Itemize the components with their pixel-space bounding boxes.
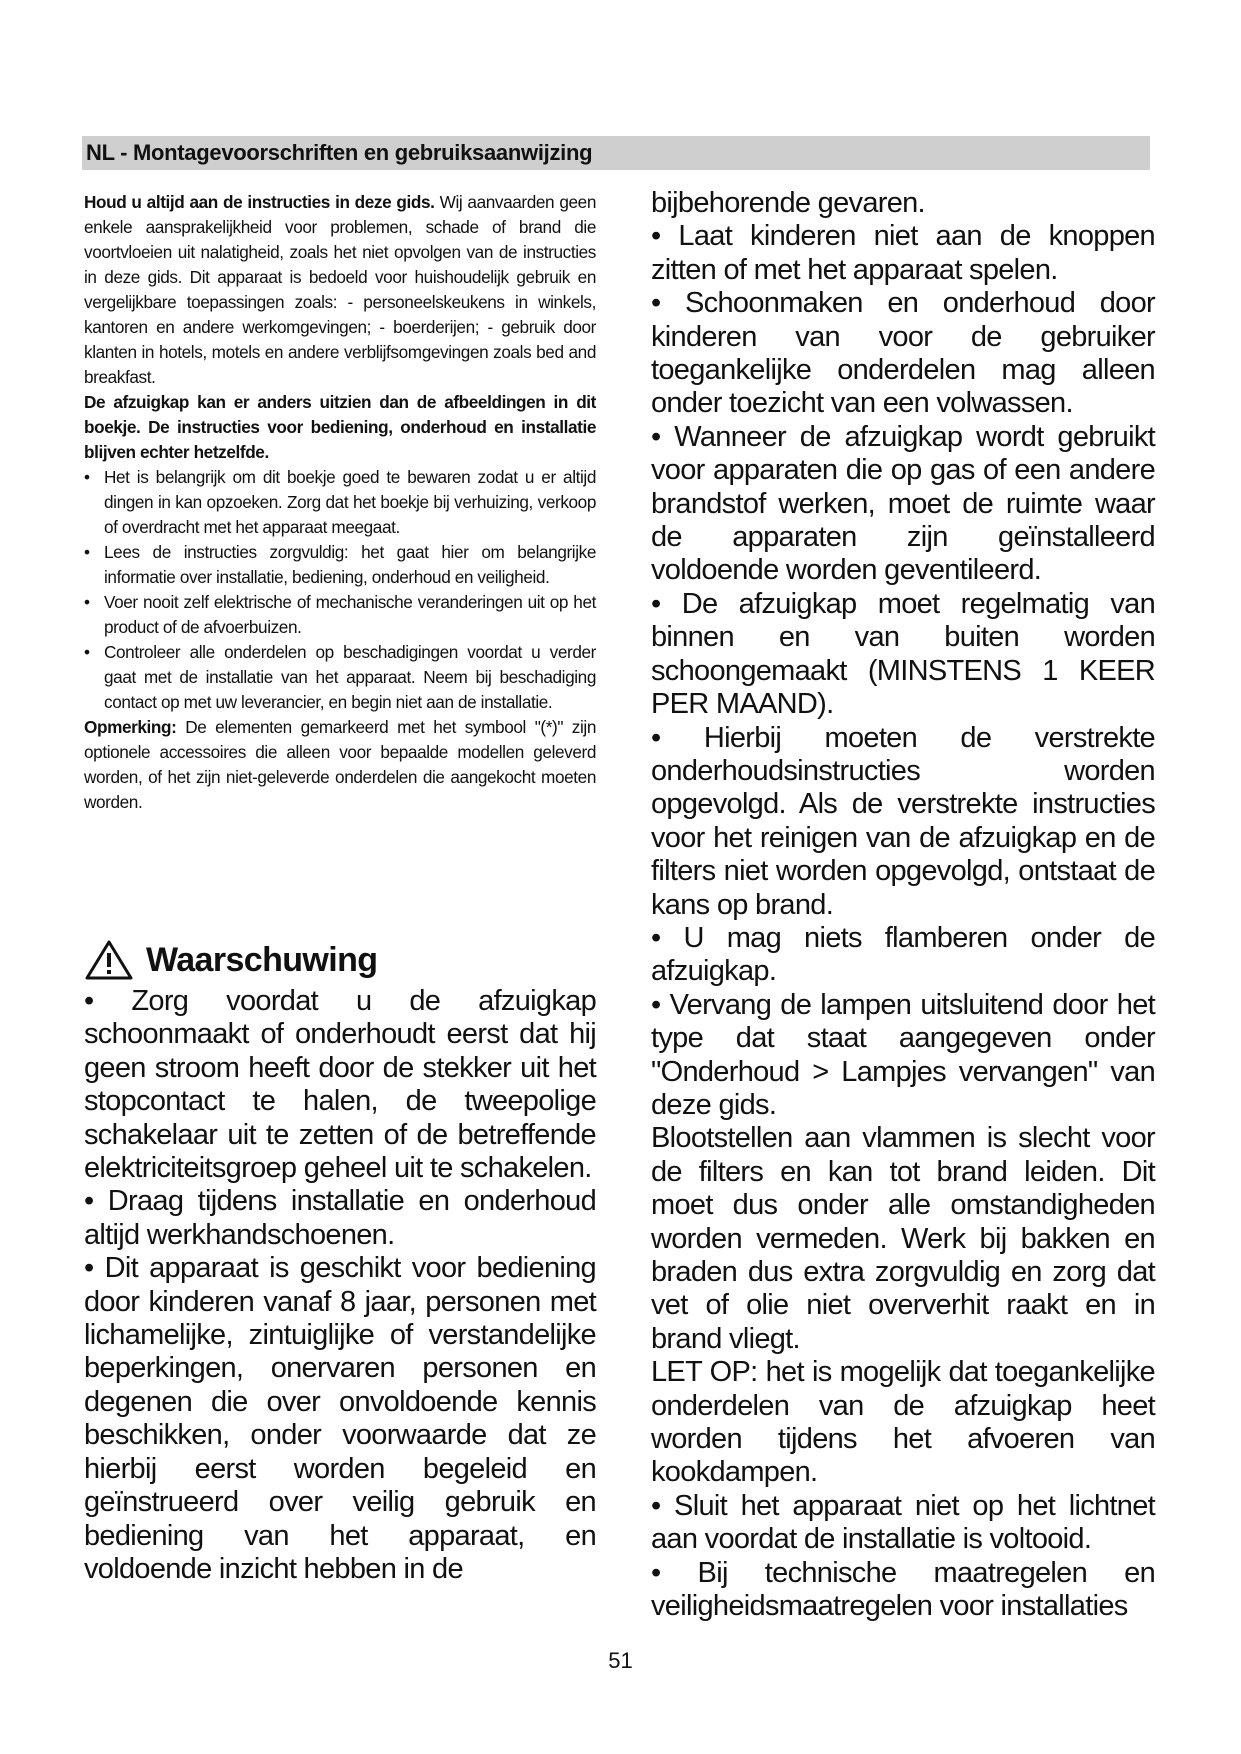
warning-paragraph: bijbehorende gevaren. [651,187,925,219]
warning-paragraph: • Wanneer de afzuigkap wordt gebruikt voor apparaten die op gas of een andere brandstof werken, moet de ruimte waar de apparaten zijn geïnstalleerd voldoende worden geventileerd. [651,420,1155,587]
warning-paragraph: • Schoonmaken en onderhoud door kinderen van voor de gebruiker toegankelijke onderdelen mag alleen onder toezicht van een volwassen. [651,287,1155,420]
bullet-glyph: • [84,592,90,612]
list-item-text: Lees de instructies zorgvuldig: het gaat hier om belangrijke informatie over installatie, bediening, onderhoud en veiligheid. [104,542,596,587]
warning-text-left-column [84,985,596,1586]
page-number: 51 [608,1648,633,1673]
warning-paragraph: • U mag niets flamberen onder de afzuigkap. [651,921,1155,988]
list-item [84,590,596,640]
warning-paragraph: • Vervang de lampen uitsluitend door het type dat staat aangegeven onder "Onderhoud > Lampjes vervangen" van deze gids. [651,988,1155,1121]
note-label: Opmerking: [84,717,177,737]
warning-heading [84,938,596,982]
note-text: De elementen gemarkeerd met het symbool "(*)" zijn optionele accessoires die alleen voor bepaalde modellen geleverd worden, of het zijn niet-geleverde onderdelen die aangekocht moeten worden. [84,717,596,812]
note-paragraph [84,715,596,815]
intro-column [84,190,596,815]
warning-paragraph: • Sluit het apparaat niet op het lichtnet aan voordat de installatie is voltooid. [651,1489,1155,1556]
warning-paragraph: • Hierbij moeten de verstrekte onderhoudsinstructies worden opgevolgd. Als de verstrekte instructies voor het reinigen van de afzuigkap en de filters niet worden opgevolgd, ontstaat de kans op brand. [651,721,1155,921]
list-item [84,640,596,715]
warning-triangle-icon [84,939,134,981]
appearance-notice: De afzuigkap kan er anders uitzien dan de afbeeldingen in dit boekje. De instructies voor bediening, onderhoud en installatie blijven echter hetzelfde. [84,392,596,462]
warning-paragraph: • Bij technische maatregelen en veiligheidsmaatregelen voor installaties [651,1556,1155,1623]
section-header: NL - Montagevoorschriften en gebruiksaanwijzing [82,136,1150,170]
warning-paragraph: • Dit apparaat is geschikt voor bediening door kinderen vanaf 8 jaar, personen met lichamelijke, zintuiglijke of verstandelijke beperkingen, onervaren personen en degenen die over onvoldoende kennis beschikken, onder voorwaarde dat ze hierbij eerst worden begeleid en geïnstrueerd over veilig gebruik en bediening van het apparaat, en voldoende inzicht hebben in de [84,1252,596,1585]
intro-lead-text: Wij aanvaarden geen enkele aansprakelijkheid voor problemen, schade of brand die voortvloeien uit nalatigheid, zoals het niet opvolgen van de instructies in deze gids. Dit apparaat is bedoeld voor huishoudelijk gebruik en vergelijkbare toepassingen zoals: - personeelskeukens in winkels, kantoren en andere werkomgevingen; - boerderijen; - gebruik door klanten in hotels, motels en andere verblijfsomgevingen zoals bed and breakfast. [84,192,596,387]
list-item [84,540,596,590]
intro-paragraph [84,190,596,390]
warning-text-right-column [651,187,1155,1623]
list-item [84,465,596,540]
bullet-glyph: • [84,542,90,562]
intro-lead-bold: Houd u altijd aan de instructies in deze gids. [84,192,435,212]
warning-paragraph: • Draag tijdens installatie en onderhoud altijd werkhandschoenen. [84,1185,596,1251]
list-item-text: Het is belangrijk om dit boekje goed te bewaren zodat u er altijd dingen in kan opzoeken. Zorg dat het boekje bij verhuizing, verkoop of overdracht met het apparaat meegaat. [104,467,596,537]
list-item-text: Voer nooit zelf elektrische of mechanische veranderingen uit op het product of de afvoerbuizen. [104,592,596,637]
intro-bullet-list [84,465,596,715]
bullet-glyph: • [84,467,90,487]
warning-paragraph: • De afzuigkap moet regelmatig van binnen en van buiten worden schoongemaakt (MINSTENS 1 KEER PER MAAND). [651,587,1155,721]
warning-paragraph: • Zorg voordat u de afzuigkap schoonmaakt of onderhoudt eerst dat hij geen stroom heeft door de stekker uit het stopcontact te halen, de tweepolige schakelaar uit te zetten of de betreffende elektriciteitsgroep geheel uit te schakelen. [84,985,596,1185]
warning-paragraph: • Laat kinderen niet aan de knoppen zitten of met het apparaat spelen. [651,220,1155,286]
bullet-glyph: • [84,642,90,662]
warning-paragraph: LET OP: het is mogelijk dat toegankelijke onderdelen van de afzuigkap heet worden tijdens het afvoeren van kookdampen. [651,1356,1155,1489]
list-item-text: Controleer alle onderdelen op beschadigingen voordat u verder gaat met de installatie van het apparaat. Neem bij beschadiging contact op met uw leverancier, en begin niet aan de installatie. [104,642,596,712]
warning-title: Waarschuwing [146,940,378,979]
warning-paragraph: Blootstellen aan vlammen is slecht voor de filters en kan tot brand leiden. Dit moet dus onder alle omstandigheden worden vermeden. Werk bij bakken en braden dus extra zorgvuldig en zorg dat vet of olie niet oververhit raakt en in brand vliegt. [651,1122,1155,1355]
